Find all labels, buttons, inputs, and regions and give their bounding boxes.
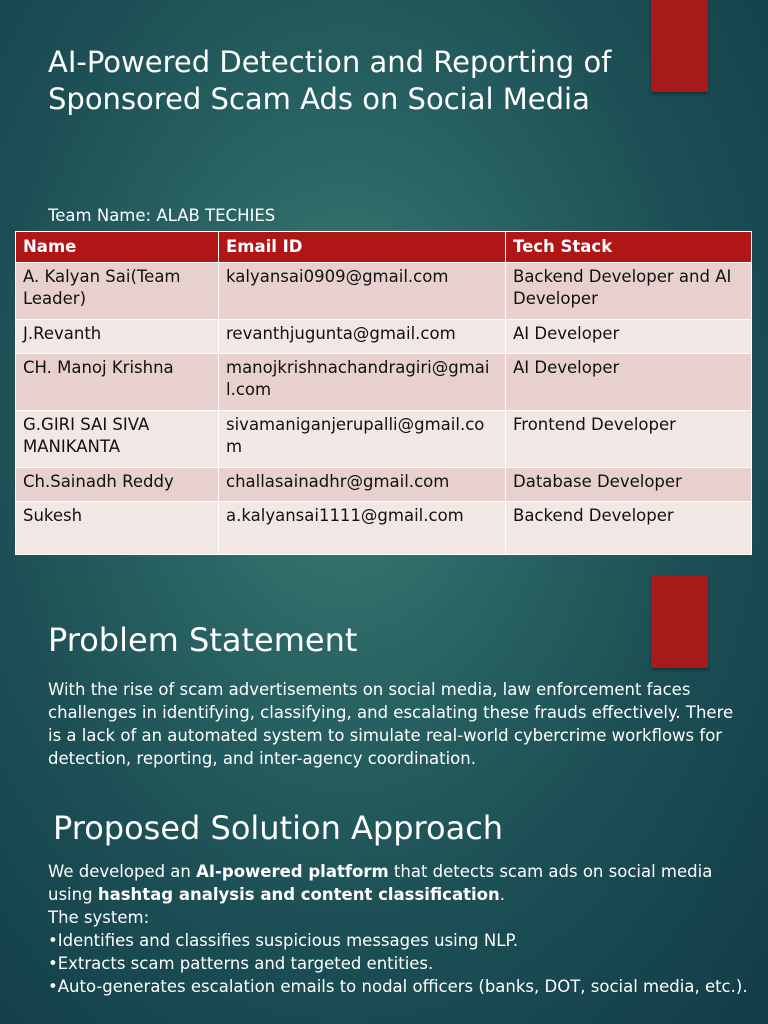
cell-email: manojkrishnachandragiri@gmail.com — [219, 354, 506, 411]
cell-name: A. Kalyan Sai(Team Leader) — [16, 263, 219, 320]
cell-tech-stack: Backend Developer — [506, 502, 752, 555]
accent-bar-top — [651, 0, 708, 92]
intro-text: . — [499, 885, 505, 904]
table-row — [16, 502, 752, 555]
intro-bold-analysis: hashtag analysis and content classification — [97, 885, 500, 904]
header-tech-stack: Tech Stack — [506, 232, 752, 263]
table-header-row — [16, 232, 752, 263]
header-email: Email ID — [219, 232, 506, 263]
problem-statement-text: With the rise of scam advertisements on social media, law enforcement faces challenges in identifying, classifying, and escalating these frauds effectively. There is a lack of an automated system to simulate real-world cybercrime workflows for detection, reporting, and inter-agency coordination. — [48, 680, 734, 768]
cell-tech-stack: AI Developer — [506, 354, 752, 411]
proposed-solution-heading: Proposed Solution Approach — [53, 809, 504, 847]
header-name: Name — [16, 232, 219, 263]
cell-name: Sukesh — [16, 502, 219, 555]
table-row — [16, 263, 752, 320]
cell-email: challasainadhr@gmail.com — [219, 468, 506, 502]
cell-tech-stack: Frontend Developer — [506, 411, 752, 468]
team-name: Team Name: ALAB TECHIES — [48, 206, 276, 225]
table-row — [16, 320, 752, 354]
solution-intro — [48, 860, 748, 906]
intro-text: We developed an — [48, 862, 197, 881]
cell-email: a.kalyansai1111@gmail.com — [219, 502, 506, 555]
intro-bold-platform: AI-powered platform — [196, 862, 389, 881]
team-table — [15, 231, 752, 555]
intro-text: that detects scam ads on social media using — [48, 862, 713, 904]
cell-name: Ch.Sainadh Reddy — [16, 468, 219, 502]
table-row — [16, 354, 752, 411]
solution-bullet: •Auto-generates escalation emails to nodal officers (banks, DOT, social media, etc.). — [48, 977, 748, 996]
proposed-solution-text — [48, 860, 748, 998]
slide-title: AI-Powered Detection and Reporting of Sponsored Scam Ads on Social Media — [48, 45, 612, 116]
cell-name: G.GIRI SAI SIVA MANIKANTA — [16, 411, 219, 468]
cell-tech-stack: Database Developer — [506, 468, 752, 502]
cell-email: revanthjugunta@gmail.com — [219, 320, 506, 354]
table-row — [16, 468, 752, 502]
cell-email: kalyansai0909@gmail.com — [219, 263, 506, 320]
solution-bullet: •Identifies and classifies suspicious messages using NLP. — [48, 931, 519, 950]
cell-tech-stack: AI Developer — [506, 320, 752, 354]
accent-bar-middle — [651, 576, 708, 668]
cell-name: CH. Manoj Krishna — [16, 354, 219, 411]
problem-statement-heading: Problem Statement — [48, 621, 358, 659]
table-row — [16, 411, 752, 468]
solution-bullet: •Extracts scam patterns and targeted entities. — [48, 954, 434, 973]
cell-tech-stack: Backend Developer and AI Developer — [506, 263, 752, 320]
cell-name: J.Revanth — [16, 320, 219, 354]
solution-system-line: The system: — [48, 908, 150, 927]
cell-email: sivamaniganjerupalli@gmail.com — [219, 411, 506, 468]
